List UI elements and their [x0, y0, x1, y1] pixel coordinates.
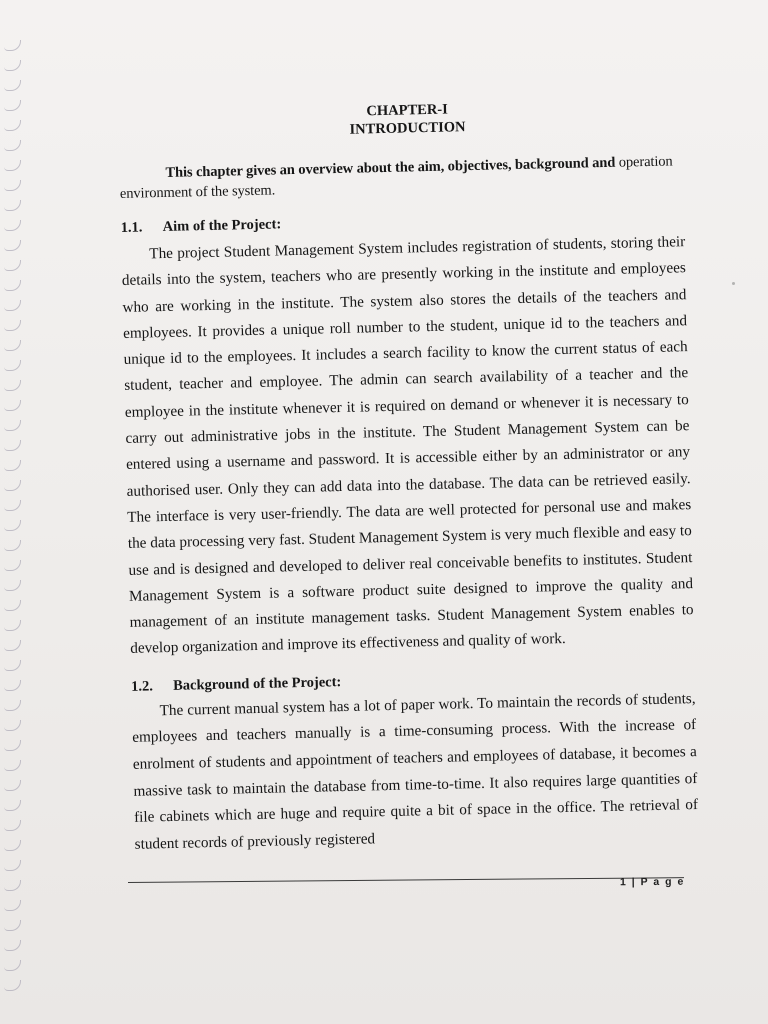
spiral-binding	[0, 40, 34, 1000]
section-number: 1.1.	[120, 219, 143, 236]
chapter-intro	[119, 151, 684, 204]
section-title: Aim of the Project:	[162, 216, 282, 236]
section-number: 1.2.	[130, 678, 154, 695]
intro-line-1: This chapter gives an overview about the aim, objectives, background and	[165, 154, 616, 181]
paper-speck	[732, 282, 735, 285]
section-title: Background of the Project:	[172, 673, 342, 694]
aim-paragraph: The project Student Management System includes registration of students, storing their details into the system, teachers who are presently working in the institute and employees who are working in the institute. The system also stores the details of the teachers and employees. It provides a unique roll number to the student, unique id to the teachers and unique id to the employees. It includes a search facility to know the current status of each student, teacher and employee. The admin can search availability of a teacher and the employee in the institute whenever it is required on demand or whenever it is necessary to carry out administrative jobs in the institute. The Student Management System can be entered using a username and password. It is accessible either by an administrator or any authorised user. Only they can add data into the database. The data can be retrieved easily. The interface is very user-friendly. The data are well protected for personal use and makes the data processing very fast. Student Management System is very much flexible and easy to use and is designed and developed to deliver real conceivable benefits to institutes. Student Management System is a software product suite designed to improve the quality and management of an institute management tasks. Student Management System enables to develop organization and improve its effectiveness and quality of work.	[121, 233, 694, 658]
page-number: 1 | P a g e	[619, 875, 685, 889]
chapter-label: CHAPTER-I	[366, 101, 448, 120]
chapter-title: INTRODUCTION	[349, 119, 466, 138]
page-content	[118, 95, 699, 858]
background-paragraph: The current manual system has a lot of paper work. To maintain the records of students, employees and teachers manually is a time-consuming process. With the increase of enrolment of students and appointment of teachers and employees of database, it becomes a massive task to maintain the database from time-to-time. It also requires large quantities of file cabinets which are huge and require quite a bit of space in the office. The retrieval of student records of previously registered	[132, 689, 699, 853]
footer-divider	[128, 877, 684, 883]
intro-line-2: operation environment of the system.	[119, 153, 673, 202]
